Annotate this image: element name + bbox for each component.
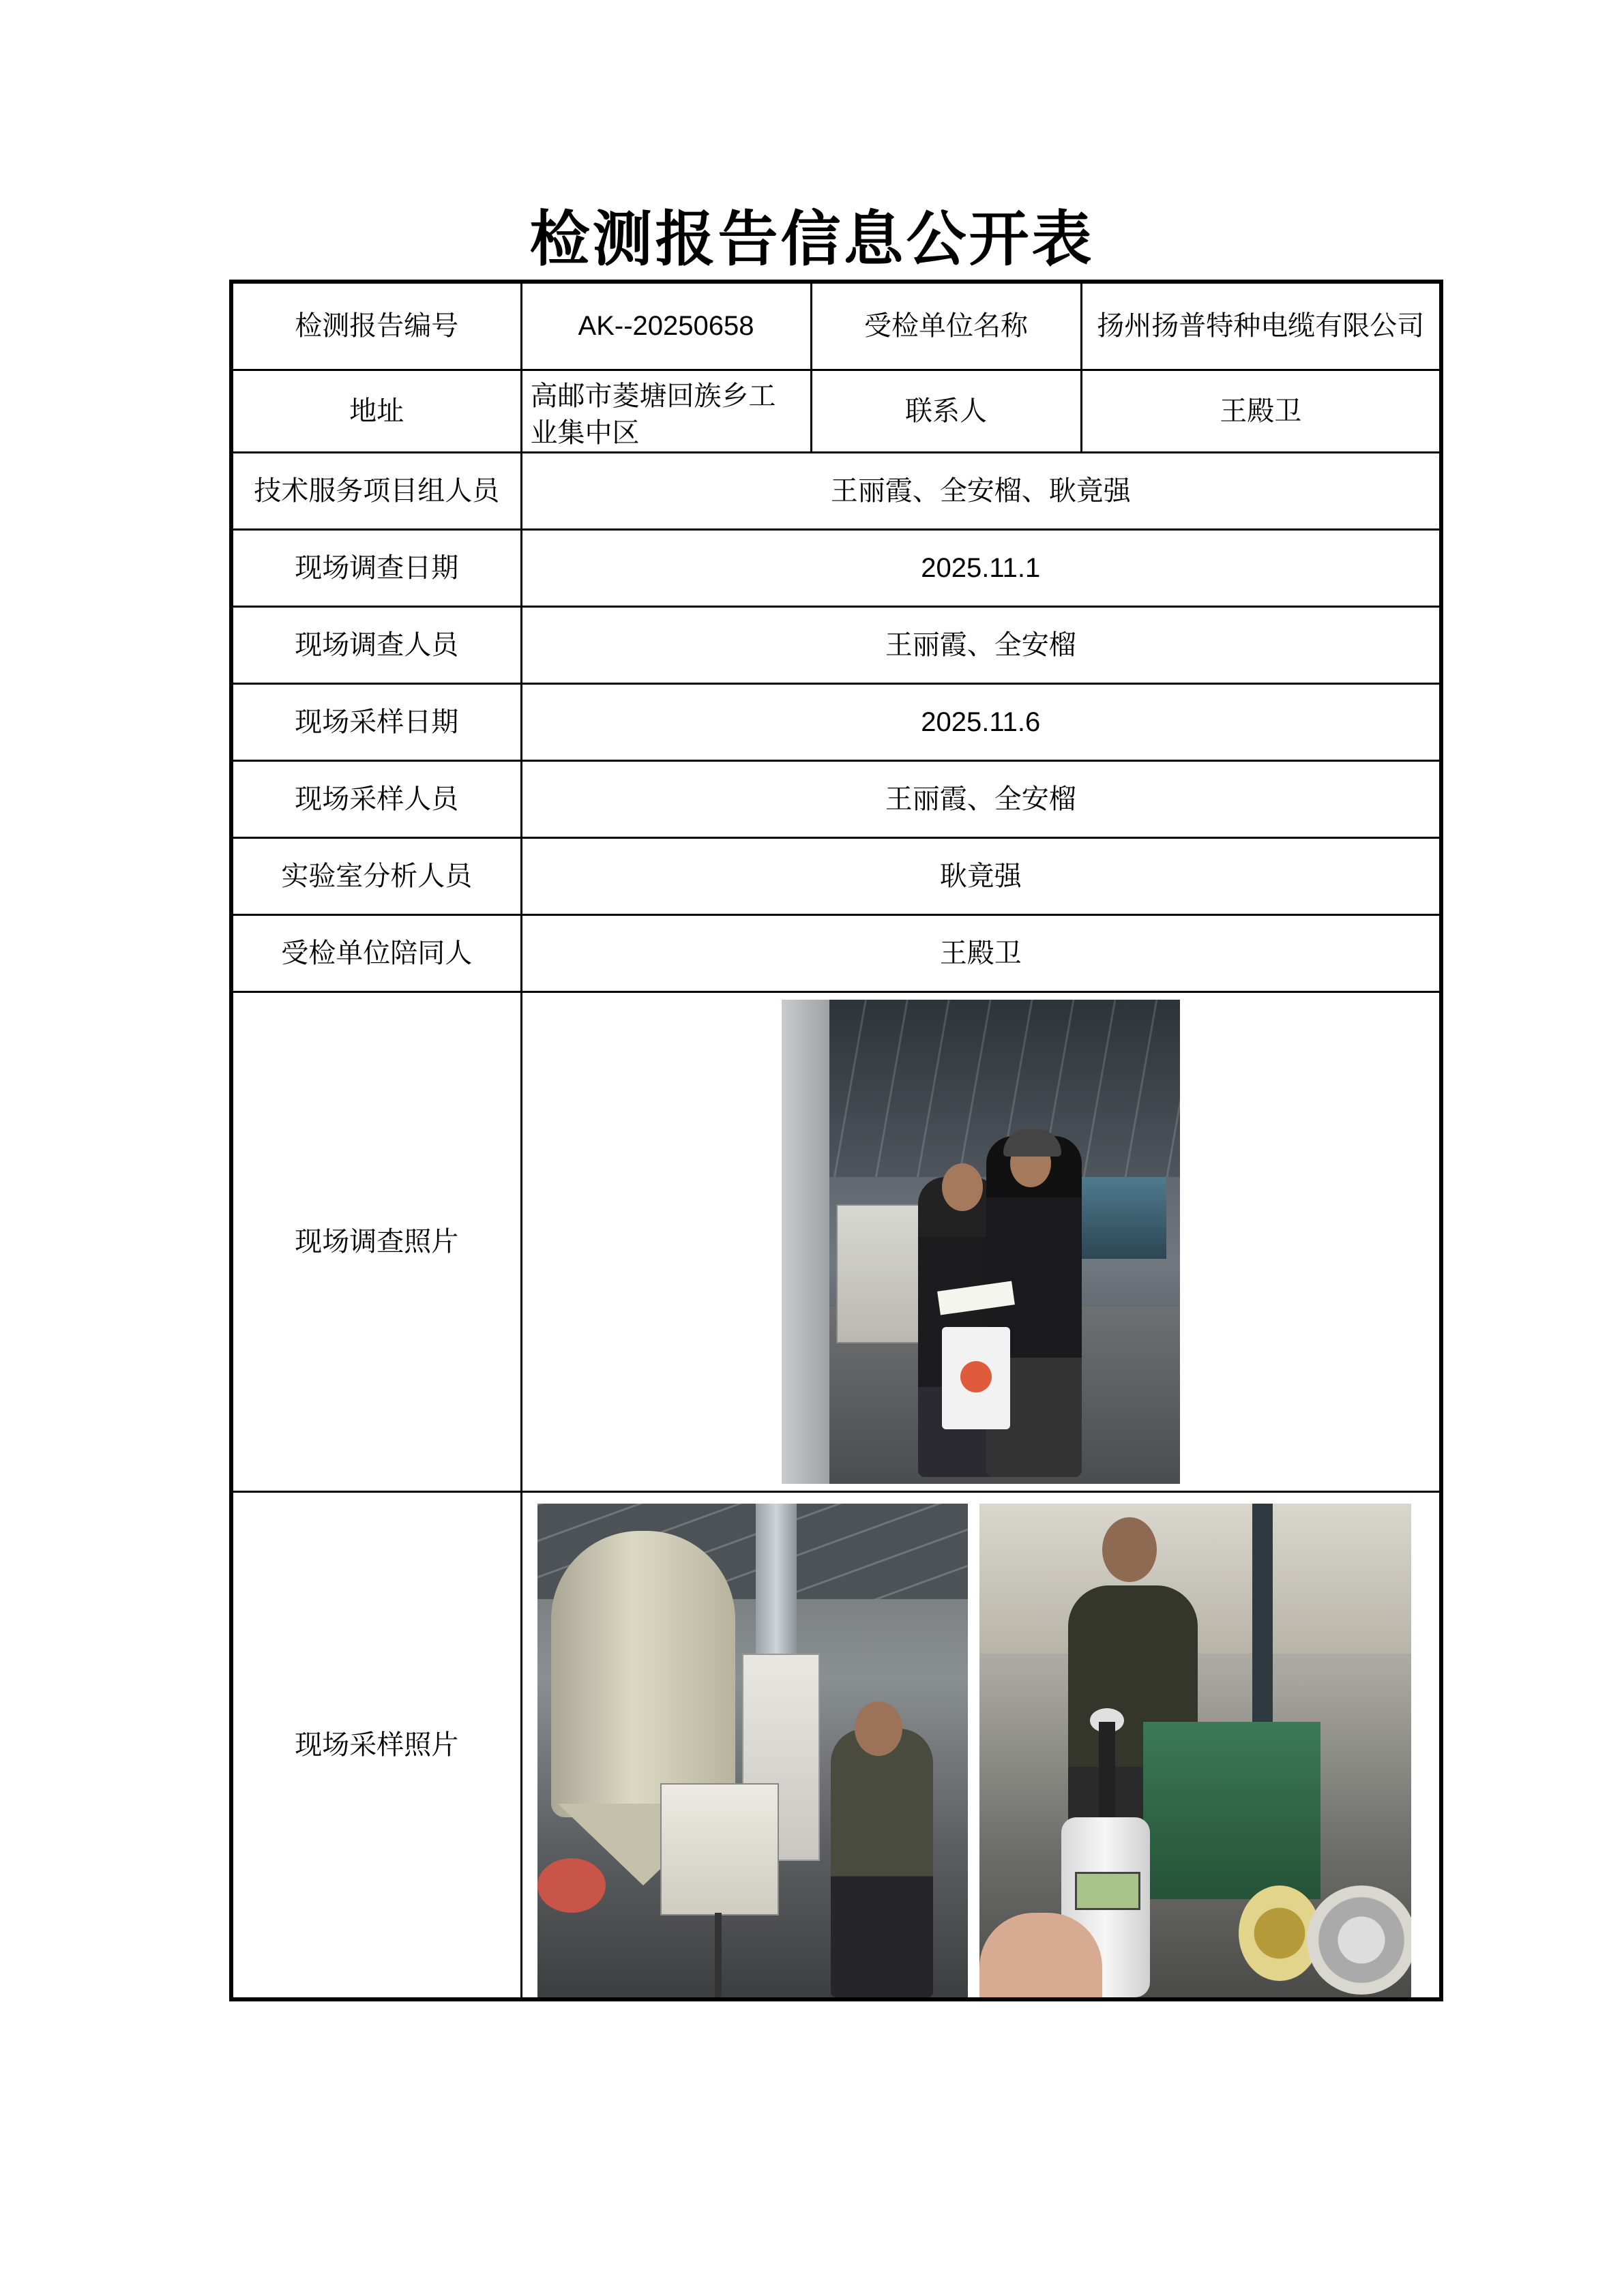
survey-date-label: 现场调查日期 bbox=[231, 529, 521, 606]
survey-staff-value: 王丽霞、全安榴 bbox=[521, 606, 1441, 683]
table-row bbox=[231, 760, 1441, 837]
table-row bbox=[231, 529, 1441, 606]
table-row bbox=[231, 370, 1441, 452]
sampling-photo-cell bbox=[521, 1491, 1441, 1999]
table-row bbox=[231, 606, 1441, 683]
report-no-value: AK--20250658 bbox=[521, 282, 811, 370]
team-label: 技术服务项目组人员 bbox=[231, 452, 521, 529]
page-title: 检测报告信息公开表 bbox=[529, 203, 1095, 274]
sampling-date-label: 现场采样日期 bbox=[231, 683, 521, 760]
table-row bbox=[231, 914, 1441, 992]
survey-photo-cell bbox=[521, 992, 1441, 1491]
table-row bbox=[231, 1491, 1441, 1999]
lab-analyst-value: 耿竟强 bbox=[521, 837, 1441, 914]
escort-value: 王殿卫 bbox=[521, 914, 1441, 992]
info-table bbox=[229, 280, 1443, 2001]
table-row bbox=[231, 282, 1441, 370]
sampling-staff-label: 现场采样人员 bbox=[231, 760, 521, 837]
survey-date-value: 2025.11.1 bbox=[521, 529, 1441, 606]
table-row bbox=[231, 837, 1441, 914]
address-value: 高邮市菱塘回族乡工业集中区 bbox=[521, 370, 811, 452]
lab-analyst-label: 实验室分析人员 bbox=[231, 837, 521, 914]
unit-name-value: 扬州扬普特种电缆有限公司 bbox=[1081, 282, 1441, 370]
contact-value: 王殿卫 bbox=[1081, 370, 1441, 452]
survey-photo-label: 现场调查照片 bbox=[231, 992, 521, 1491]
contact-label: 联系人 bbox=[811, 370, 1081, 452]
table-row bbox=[231, 683, 1441, 760]
survey-staff-label: 现场调查人员 bbox=[231, 606, 521, 683]
sampling-date-value: 2025.11.6 bbox=[521, 683, 1441, 760]
table-row bbox=[231, 992, 1441, 1491]
sampling-photo-label: 现场采样照片 bbox=[231, 1491, 521, 1999]
address-label: 地址 bbox=[231, 370, 521, 452]
unit-name-label: 受检单位名称 bbox=[811, 282, 1081, 370]
team-value: 王丽霞、全安榴、耿竟强 bbox=[521, 452, 1441, 529]
survey-photo bbox=[782, 1000, 1180, 1484]
sampling-photo-dryer bbox=[537, 1504, 968, 1997]
report-no-label: 检测报告编号 bbox=[231, 282, 521, 370]
table-row bbox=[231, 452, 1441, 529]
sampling-staff-value: 王丽霞、全安榴 bbox=[521, 760, 1441, 837]
escort-label: 受检单位陪同人 bbox=[231, 914, 521, 992]
sampling-photo-noise-meter bbox=[979, 1504, 1411, 1997]
